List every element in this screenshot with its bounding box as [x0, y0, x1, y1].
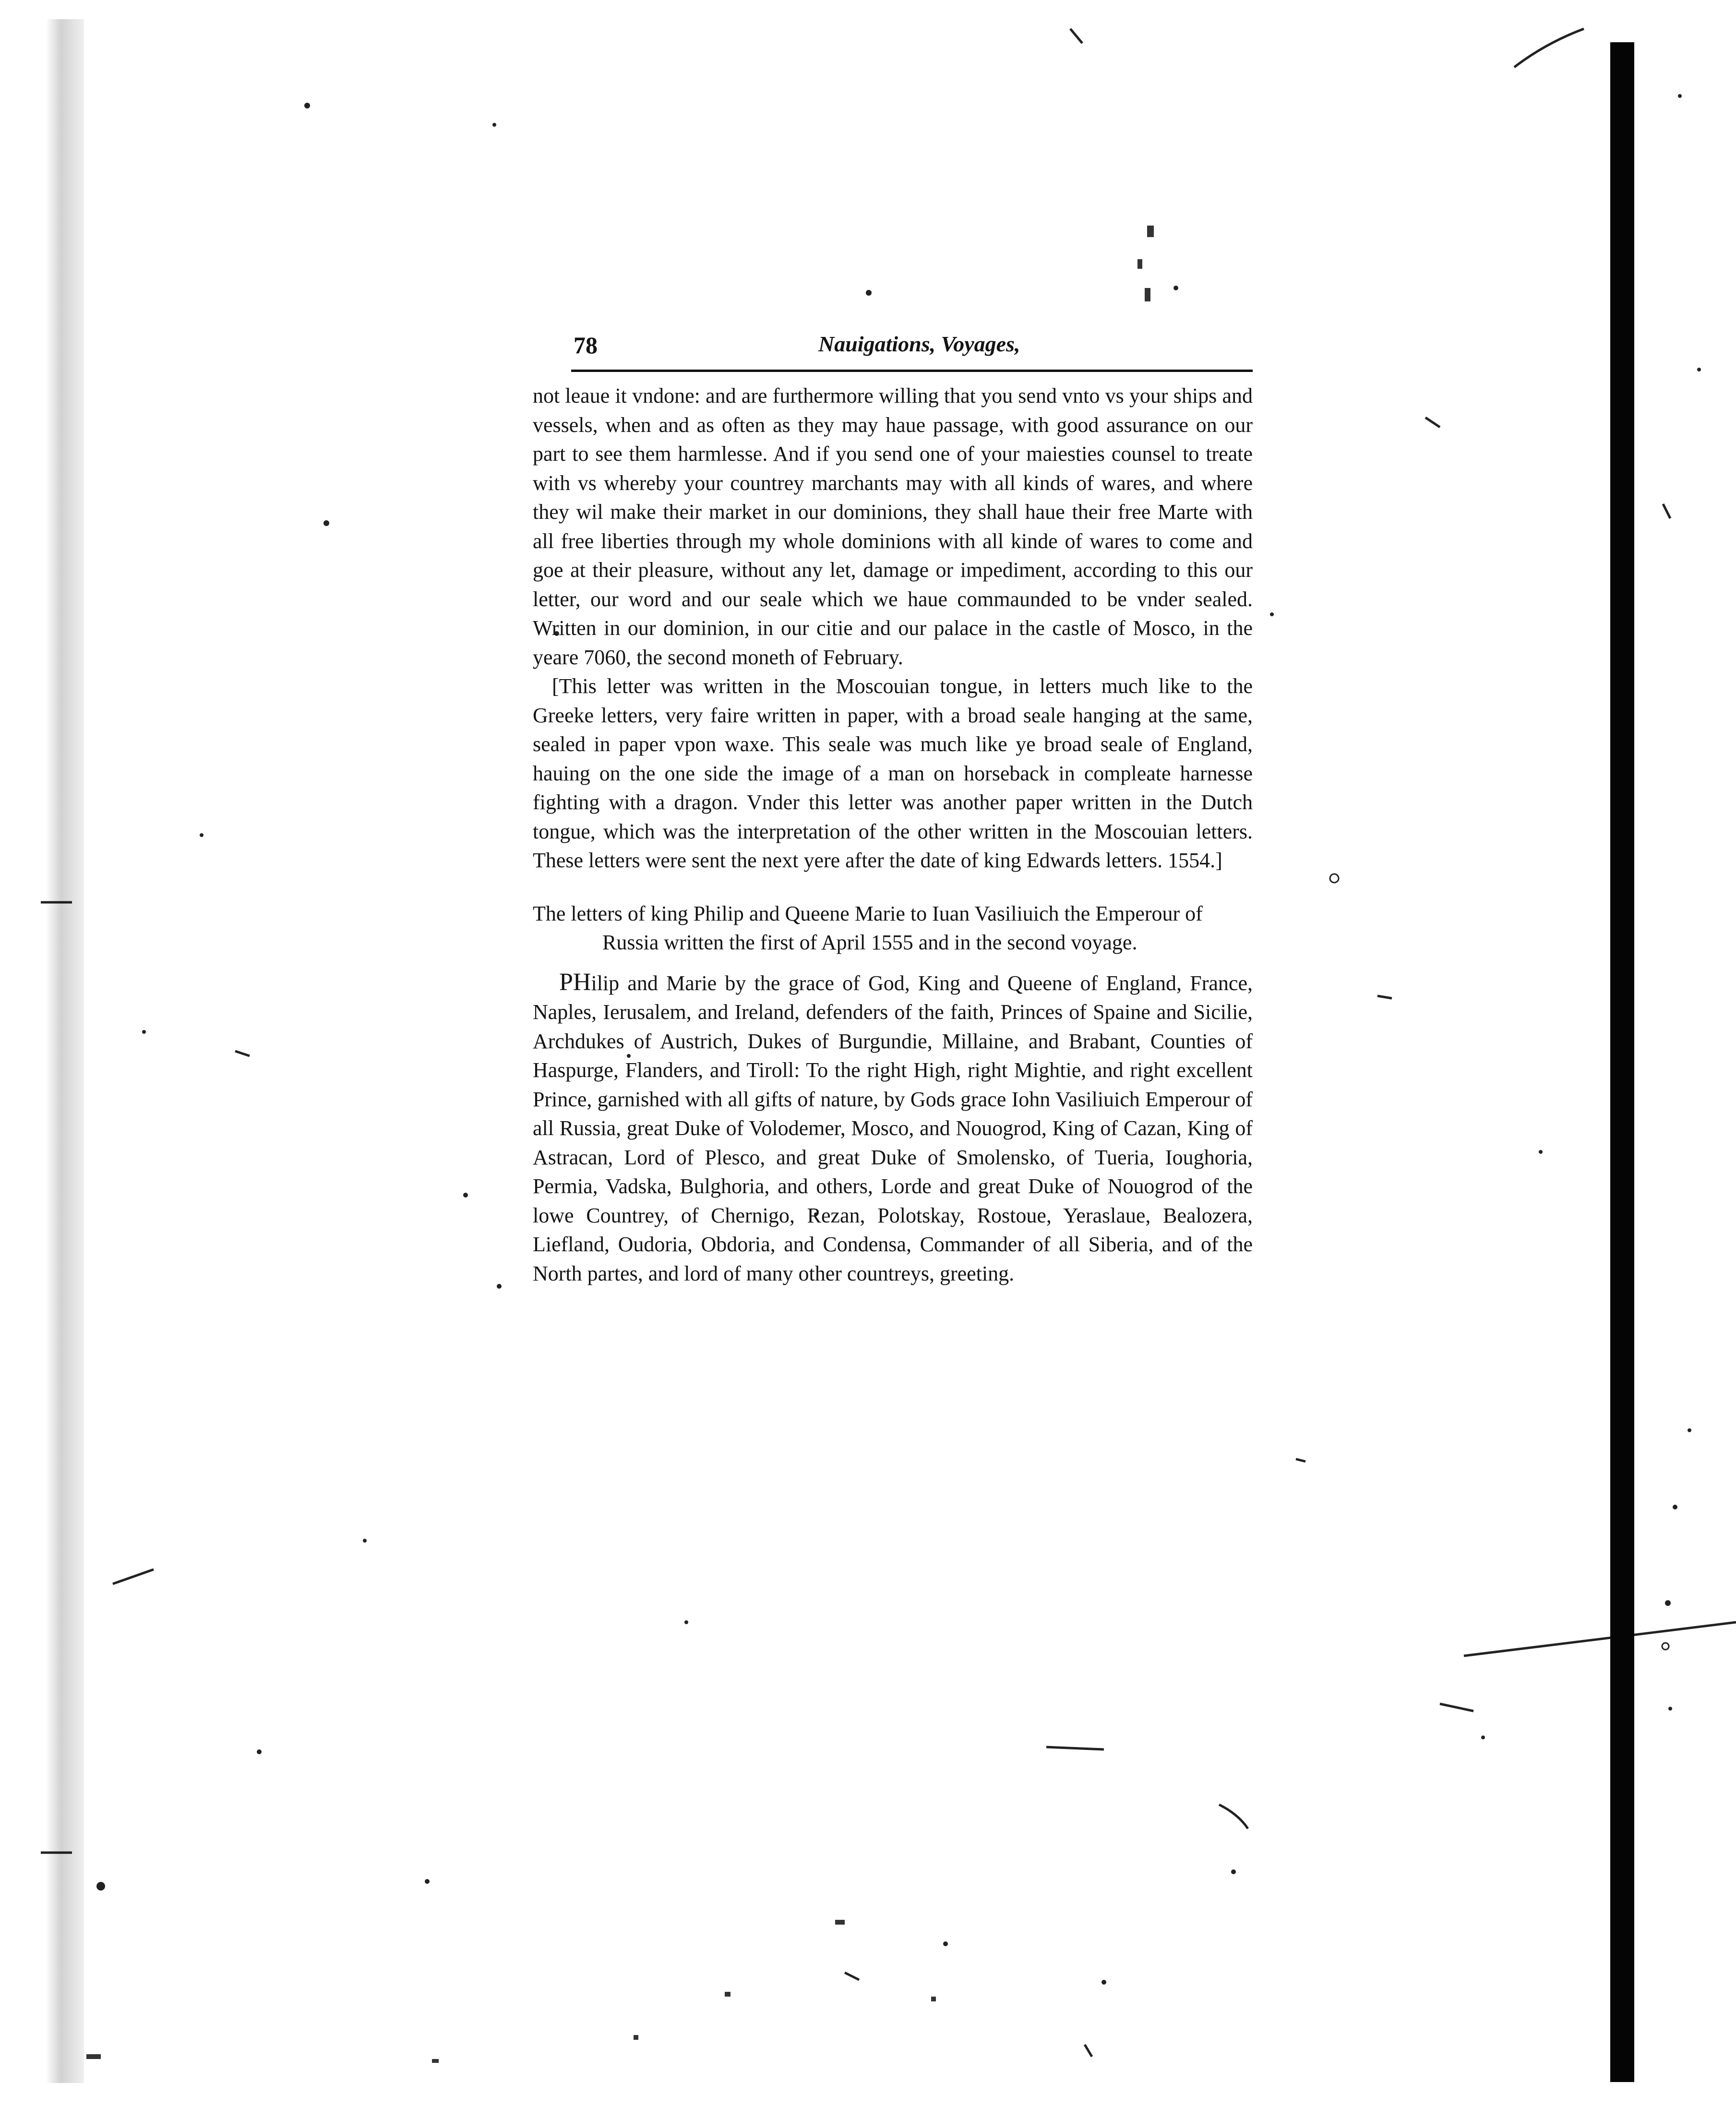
letter-paragraph — [533, 968, 1253, 1289]
bracket-note: [This letter was written in the Moscouian tongue, in letters much like to the Greeke letters, very faire written in paper, with a broad seale hanging at the same, sealed in paper vpon waxe. This seale was much like ye broad seale of England, hauing on the one side the image of a man on horseback in compleate harnesse fighting with a dragon. Vnder this letter was another paper written in the Dutch tongue, which was the interpretation of the other written in the Moscouian letters. These letters were sent the next yere after the date of king Edwards letters. 1554.] — [533, 674, 1253, 872]
scan-edge-shadow — [46, 19, 84, 2083]
right-border-bar — [1610, 42, 1634, 2082]
letter-text: ilip and Marie by the grace of God, King and Queene of England, France, Naples, Ierusalem, and Ireland, defenders of the faith, Princes of Spaine and Sicilie, Archdukes of Austrich, Dukes of Burgundie, Millaine, and Brabant, Counties of Haspurge, Flanders, and Tiroll: To the right High, right Mightie, and right excellent Prince, garnished with all gifts of nature, by Gods grace Iohn Vasiliuich Emperour of all Russia, great Duke of Volodemer, Mosco, and Nouogrod, King of Cazan, King of Astracan, Lord of Plesco, and great Duke of Smolensko, of Tueria, Ioughoria, Permia, Vadska, Bulghoria, and others, Lorde and great Duke of Nouogrod of the lowe Countrey, of Chernigo, Rezan, Polotskay, Rostoue, Yeraslaue, Bealozera, Liefland, Oudoria, Obdoria, and Condensa, Commander of all Siberia, and of the North partes, and lord of many other countreys, greeting. — [533, 971, 1253, 1285]
header-rule — [571, 370, 1253, 372]
continued-paragraph: not leaue it vndone: and are furthermore willing that you send vnto vs your ships and vessels, when and as often as they may haue passage, with good assurance on our part to see them harmlesse. And if you send one of your maiesties counsel to treate with vs whereby your countrey marchants may with all kinds of wares, and where they wil make their market in our dominions, they shall haue their free Marte with all free liberties through my whole dominions with all kinde of wares to come and goe at their pleasure, without any let, damage or impediment, according to this our letter, our word and our seale which we haue commaunded to be vnder sealed. Written in our dominion, in our citie and our palace in the castle of Mosco, in the yeare 7060, the second moneth of February. — [533, 384, 1253, 669]
section-title: The letters of king Philip and Queene Marie to Iuan Vasiliuich the Emperour of Russia written the first of April 1555 and in the second voyage. — [533, 901, 1203, 954]
running-head: Nauigations, Voyages, — [818, 332, 1020, 356]
dropcap: PH — [559, 968, 591, 996]
page-header — [574, 331, 1255, 370]
page-number: 78 — [574, 332, 598, 359]
main-text — [533, 382, 1253, 1288]
